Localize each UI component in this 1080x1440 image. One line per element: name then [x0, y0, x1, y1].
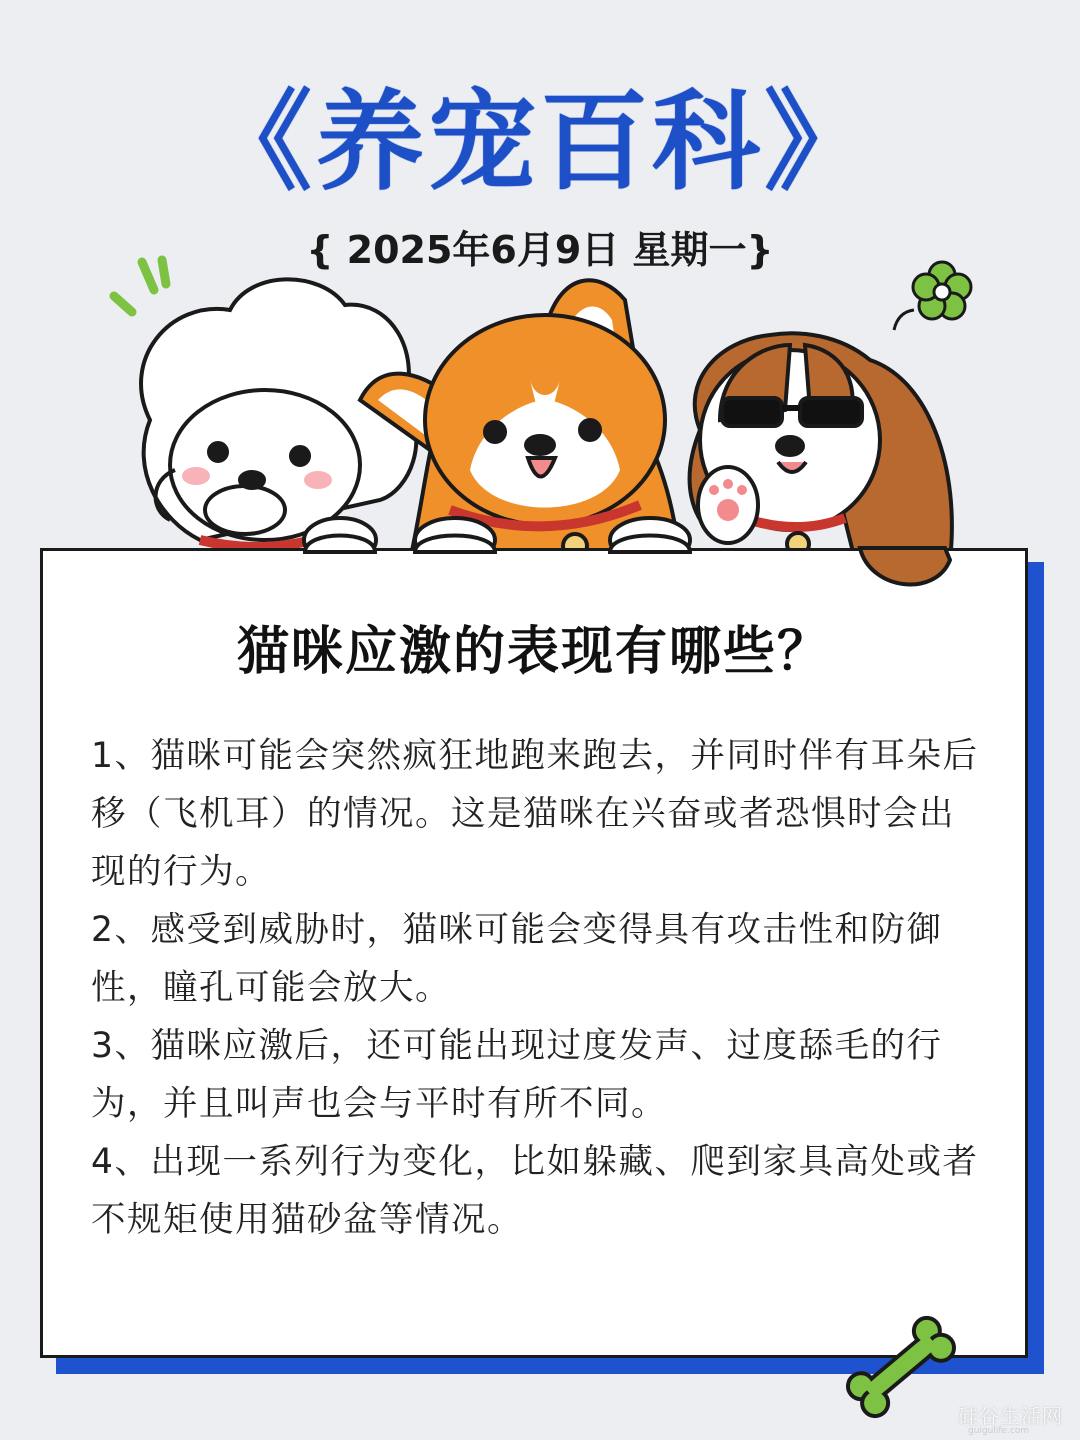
bone-icon	[836, 1312, 966, 1422]
paragraph-3: 3、猫咪应激后，还可能出现过度发声、过度舔毛的行为，并且叫声也会与平时有所不同。	[91, 1026, 943, 1124]
corgi-illustration	[360, 280, 690, 562]
flower-icon	[894, 262, 971, 330]
sparkle-lines-icon	[114, 260, 166, 312]
paragraph-2: 2、感受到威胁时，猫咪可能会变得具有攻击性和防御性，瞳孔可能会放大。	[91, 910, 943, 1008]
paragraph-1: 1、猫咪可能会突然疯狂地跑来跑去，并同时伴有耳朵后移（飞机耳）的情况。这是猫咪在兴奋或者恐惧时会出现的行为。	[91, 736, 979, 892]
poodle-illustration	[141, 279, 416, 562]
watermark: 硅谷生活网	[958, 1404, 1063, 1428]
content-card	[40, 548, 1028, 1358]
mascot-illustrations	[0, 0, 1080, 620]
card-title: 猫咪应激的表现有哪些？	[236, 622, 831, 682]
card-body	[91, 727, 986, 1249]
date-label: { 2025年6月9日 星期一}	[306, 228, 774, 272]
paragraph-4: 4、出现一系列行为变化，比如躲藏、爬到家具高处或者不规矩使用猫砂盆等情况。	[91, 1142, 979, 1240]
watermark-sub: guigulife.com	[968, 1426, 1030, 1436]
page-title: 《养宠百科》	[203, 80, 876, 205]
